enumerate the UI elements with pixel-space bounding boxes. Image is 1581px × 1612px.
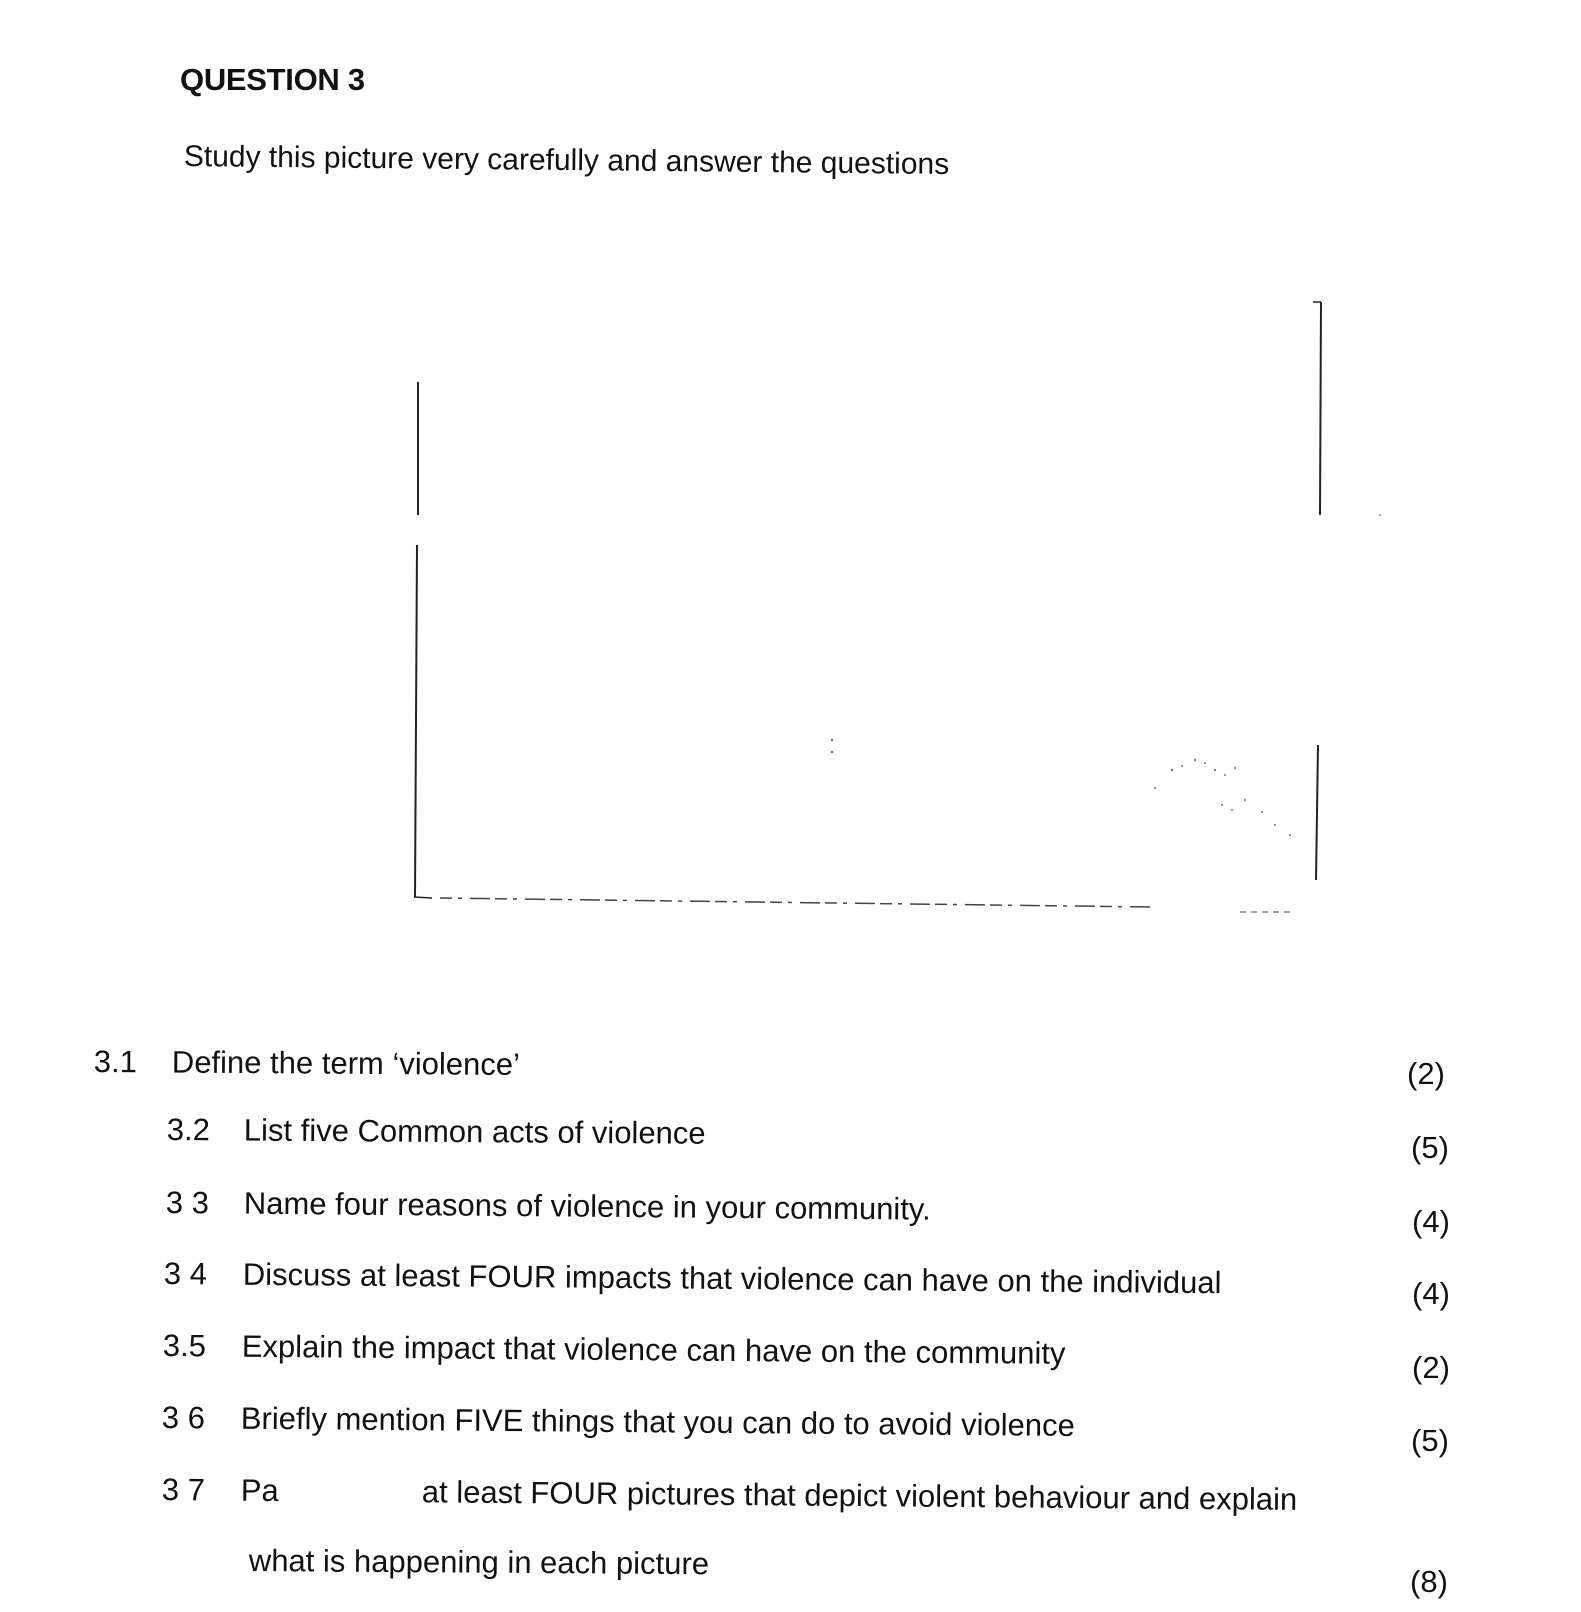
question-number: 3.1 (93, 1044, 138, 1080)
question-marks: (5) (1411, 1130, 1449, 1165)
question-text: Name four reasons of violence in your community. (243, 1185, 931, 1227)
question-heading: QUESTION 3 (180, 62, 365, 97)
question-text: Define the term ‘violence’ (171, 1044, 521, 1082)
question-text: Explain the impact that violence can have on the community (241, 1328, 1066, 1371)
question-number: 3 6 (161, 1400, 206, 1436)
question-text-part: Pa (240, 1472, 279, 1509)
instruction-text: Study this picture very carefully and answer the questions (183, 140, 950, 182)
question-text-part: at least FOUR pictures that depict violent behaviour and explain (421, 1474, 1298, 1517)
question-number: 3.2 (166, 1112, 211, 1148)
question-marks: (5) (1411, 1423, 1449, 1458)
question-number: 3 3 (165, 1185, 210, 1221)
question-text: Discuss at least FOUR impacts that violence can have on the individual (242, 1256, 1222, 1301)
question-text: Briefly mention FIVE things that you can do to avoid violence (240, 1400, 1075, 1443)
question-number: 3 4 (163, 1256, 208, 1292)
question-marks: (4) (1412, 1276, 1450, 1311)
question-marks: (2) (1412, 1350, 1450, 1385)
question-number: 3.5 (162, 1328, 207, 1364)
question-text-continuation: what is happening in each picture (248, 1543, 710, 1582)
question-marks: (2) (1407, 1056, 1445, 1091)
question-marks: (8) (1410, 1564, 1448, 1599)
question-text: List five Common acts of violence (243, 1112, 706, 1151)
question-number: 3 7 (161, 1472, 206, 1508)
question-marks: (4) (1412, 1204, 1450, 1239)
